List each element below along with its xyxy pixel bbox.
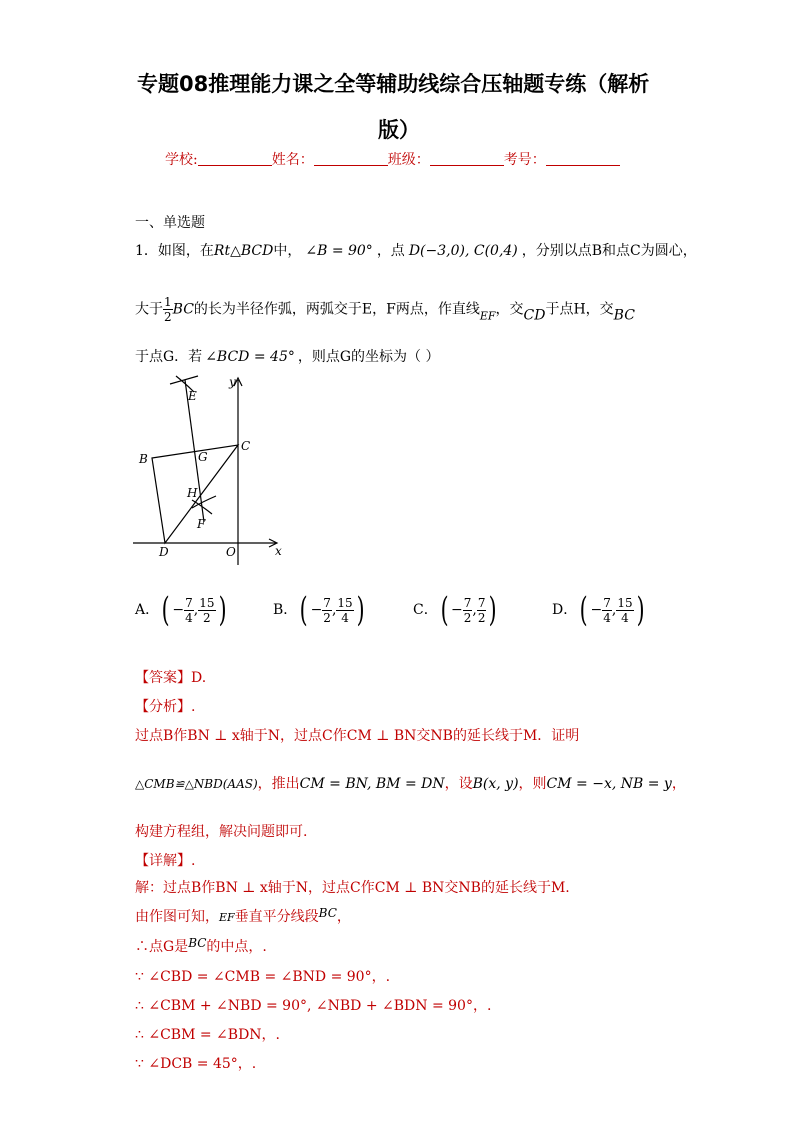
detail-segment: BC bbox=[188, 936, 207, 950]
detail-text: ， bbox=[336, 909, 351, 925]
detail-text: ∴点G是 bbox=[135, 939, 189, 955]
q1-text: ，交 bbox=[495, 301, 524, 318]
q1-text: 于点G．若 bbox=[135, 349, 203, 365]
q1-line-ef: EF bbox=[479, 309, 496, 323]
detail-line1: 解：过点B作BN ⊥ x轴于N，过点C作CM ⊥ BN交NB的延长线于M. bbox=[135, 880, 570, 896]
answer: 【答案】D. bbox=[135, 670, 207, 686]
option-c[interactable]: C．( − $\frac{7}{2}$ , $\frac{7}{2}$ ) bbox=[413, 590, 498, 630]
detail-line3 bbox=[135, 936, 267, 956]
number-blank[interactable] bbox=[546, 151, 620, 166]
q1-segment: BC bbox=[172, 301, 194, 318]
detail-text: 的中点，. bbox=[206, 939, 267, 955]
school-label: 学校: bbox=[165, 152, 198, 168]
q1-angle: ∠B = 90° bbox=[305, 243, 373, 259]
analysis-heading: 【分析】. bbox=[135, 699, 196, 715]
label-g: G bbox=[198, 450, 208, 464]
q1-text: 于点H，交 bbox=[545, 301, 614, 318]
option-d[interactable]: D．( − $\frac{7}{4}$ , $\frac{15}{4}$ ) bbox=[552, 590, 645, 630]
label-x: x bbox=[275, 544, 282, 558]
congruence: △CMB≌△NBD(AAS) bbox=[135, 777, 258, 791]
detail-line7: ∵ ∠DCB = 45°，. bbox=[135, 1056, 257, 1072]
label-e: E bbox=[188, 389, 197, 403]
name-label: 姓名： bbox=[271, 152, 314, 168]
label-b: B bbox=[139, 452, 148, 466]
analysis-point: B(x, y) bbox=[472, 776, 519, 792]
q1-text: 的长为半径作弧，两弧交于E，F两点，作直线 bbox=[193, 301, 480, 318]
label-o: O bbox=[226, 545, 236, 559]
q1-segment: CD bbox=[523, 307, 546, 324]
q1-angle: ∠BCD = 45° bbox=[205, 349, 295, 365]
q1-line2 bbox=[135, 295, 635, 324]
option-letter: B． bbox=[273, 602, 298, 618]
detail-segment: BC bbox=[318, 906, 337, 920]
label-f: F bbox=[197, 517, 206, 531]
q1-text: 中， bbox=[273, 243, 302, 259]
doc-title-line1: 专题08推理能力课之全等辅助线综合压轴题专练（解析 bbox=[137, 72, 650, 96]
school-blank[interactable] bbox=[198, 151, 272, 166]
option-letter: C． bbox=[413, 602, 438, 618]
q1-line3 bbox=[135, 346, 440, 366]
detail-text: 由作图可知， bbox=[135, 909, 219, 925]
analysis-line1: 过点B作BN ⊥ x轴于N，过点C作CM ⊥ BN交NB的延长线于M．证明 bbox=[135, 728, 580, 744]
detail-line6: ∴ ∠CBM = ∠BDN，. bbox=[135, 1027, 280, 1043]
analysis-equation: CM = BN, BM = DN bbox=[299, 776, 445, 792]
detail-segment: EF bbox=[219, 911, 235, 924]
detail-line4: ∵ ∠CBD = ∠CMB = ∠BND = 90°，. bbox=[135, 969, 391, 985]
analysis-line3: 构建方程组，解决问题即可. bbox=[135, 824, 308, 840]
detail-text: 垂直平分线段 bbox=[234, 909, 319, 925]
number-label: 考号： bbox=[503, 152, 546, 168]
student-info-line bbox=[165, 149, 620, 169]
detail-heading: 【详解】. bbox=[135, 853, 196, 869]
q1-triangle: Rt△BCD bbox=[213, 243, 274, 259]
label-c: C bbox=[241, 439, 251, 453]
section-heading: 一、单选题 bbox=[135, 215, 205, 231]
q1-figure bbox=[128, 370, 298, 570]
analysis-text: ，则 bbox=[518, 776, 547, 792]
label-d: D bbox=[159, 545, 169, 559]
label-y: y bbox=[229, 375, 236, 389]
name-blank[interactable] bbox=[314, 151, 388, 166]
analysis-text: ，推出 bbox=[257, 776, 300, 792]
q1-segment: BC bbox=[613, 307, 635, 324]
analysis-line2 bbox=[135, 773, 686, 793]
q1-line1 bbox=[135, 240, 697, 260]
analysis-text: ， bbox=[671, 776, 686, 792]
class-label: 班级： bbox=[387, 152, 430, 168]
q1-text: ，则点G的坐标为（ ） bbox=[297, 349, 440, 365]
q1-text: 大于 bbox=[135, 301, 163, 318]
analysis-text: ，设 bbox=[444, 776, 473, 792]
class-blank[interactable] bbox=[430, 151, 504, 166]
option-letter: A． bbox=[135, 602, 160, 618]
option-a[interactable]: A．( − $\frac{7}{4}$ , $\frac{15}{2}$ ) bbox=[135, 590, 227, 630]
doc-title-line2: 版） bbox=[378, 118, 420, 142]
q1-text: ，点 bbox=[376, 243, 405, 259]
q1-text: ，分别以点B和点C为圆心， bbox=[521, 243, 697, 259]
option-letter: D． bbox=[552, 602, 578, 618]
detail-line2 bbox=[135, 906, 351, 926]
q1-points: D(−3,0), C(0,4) bbox=[408, 243, 518, 259]
option-b[interactable]: B．( − $\frac{7}{2}$ , $\frac{15}{4}$ ) bbox=[273, 590, 365, 630]
q1-half-fraction: $\frac{1}{2}$ bbox=[164, 295, 172, 324]
label-h: H bbox=[187, 486, 198, 500]
detail-line5: ∴ ∠CBM + ∠NBD = 90°, ∠NBD + ∠BDN = 90°，. bbox=[135, 998, 492, 1014]
q1-text: 1．如图，在 bbox=[135, 243, 214, 259]
analysis-equation: CM = −x, NB = y bbox=[546, 776, 672, 792]
